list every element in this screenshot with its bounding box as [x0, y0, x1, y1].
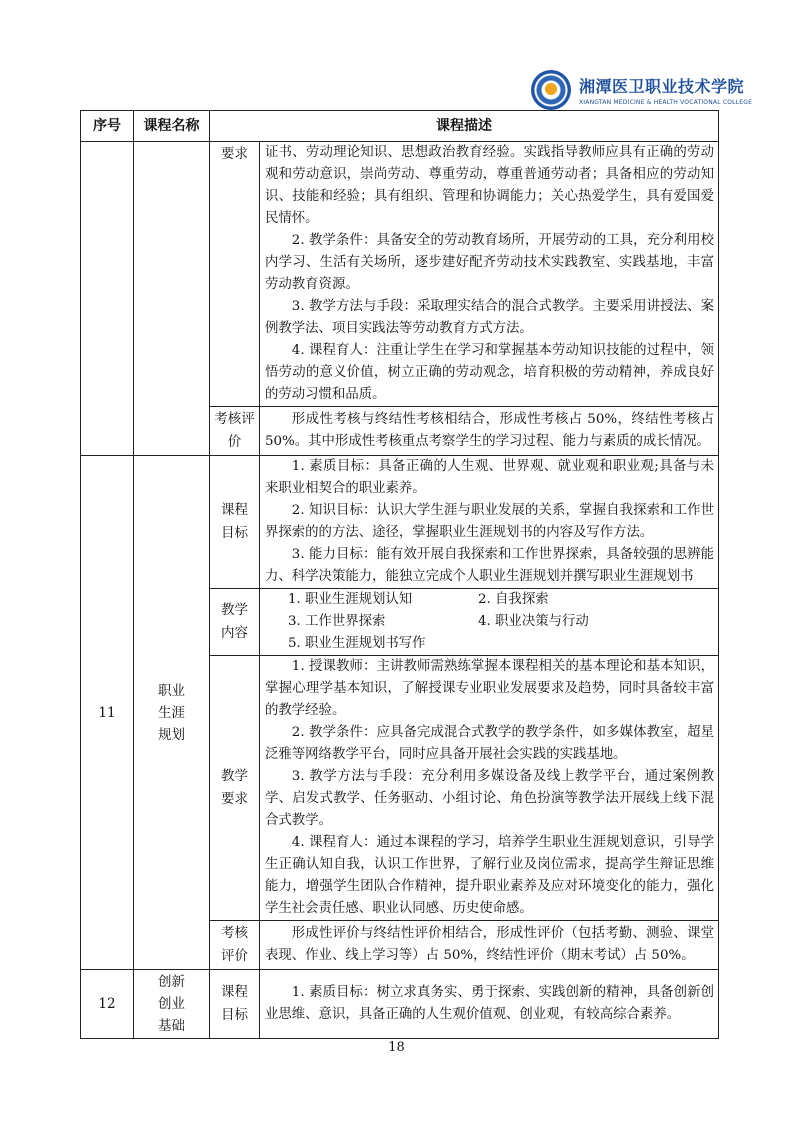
desc-paragraph: 4. 课程育人：通过本课程的学习，培养学生职业生涯规划意识，引导学生正确认知自我，认识工作世界，了解行业及岗位需求，提高学生辩证思维能力，增强学生团队合作精神，提升职业素养及应对环境变化的能力，强化学生社会责任感、职业认同感、历史使命感。	[265, 835, 714, 916]
table-row	[81, 456, 719, 589]
seq-cell: 12	[81, 970, 134, 1039]
seq-cell: 11	[81, 456, 134, 970]
desc-paragraph: 3. 能力目标：能有效开展自我探索和工作世界探索，具备较强的思辨能力、科学决策能力，能独立完成个人职业生涯规划并撰写职业生涯规划书	[265, 547, 714, 584]
desc-paragraph: 3. 教学方法与手段：充分利用多媒设备及线上教学平台，通过案例教学、启发式教学、任务驱动、小组讨论、角色扮演等教学法开展线上线下混合式教学。	[265, 769, 714, 828]
content-item: 5. 职业生涯规划书写作	[288, 636, 426, 651]
desc-paragraph: 4. 课程育人：注重让学生在学习和掌握基本劳动知识技能的过程中，领悟劳动的意义价值，树立正确的劳动观念，培育积极的劳动精神，养成良好的劳动习惯和品质。	[265, 343, 714, 402]
course-name-cell-empty	[134, 142, 210, 456]
desc-paragraph: 证书、劳动理论知识、思想政治教育经验。实践指导教师应具有正确的劳动观和劳动意识，崇尚劳动、尊重劳动，尊重普通劳动者；具备相应的劳动知识、技能和经验；具有组织、管理和协调能力；关心热爱学生，具有爱国爱民情怀。	[265, 145, 714, 226]
assessment-cell	[260, 407, 719, 456]
school-emblem-icon	[531, 70, 571, 110]
desc-paragraph: 1. 素质目标：具备正确的人生观、世界观、就业观和职业观;具备与未来职业相契合的职业素养。	[265, 459, 714, 496]
desc-paragraph: 3. 教学方法与手段：采取理实结合的混合式教学。主要采用讲授法、案例教学法、项目实践法等劳动教育方式方法。	[265, 299, 714, 336]
desc-paragraph: 2. 教学条件：应具备完成混合式教学的教学条件，如多媒体教室，超星泛雅等网络教学平台，同时应具备开展社会实践的实践基地。	[265, 725, 714, 762]
assessment-cell	[260, 921, 719, 970]
curriculum-table	[80, 110, 719, 1039]
table-row	[81, 970, 719, 1039]
header-course-name: 课程名称	[134, 111, 210, 142]
sub-label: 教学内容	[210, 589, 260, 656]
header-course-desc: 课程描述	[210, 111, 719, 142]
table-header-row	[81, 111, 719, 142]
school-logo	[531, 70, 752, 110]
desc-paragraph: 形成性考核与终结性考核相结合，形成性考核占 50%，终结性考核占 50%。其中形成性考核重点考察学生的学习过程、能力与素质的成长情况。	[265, 412, 714, 449]
course-goals-cell	[260, 970, 719, 1039]
desc-paragraph: 2. 知识目标：认识大学生涯与职业发展的关系，掌握自我探索和工作世界探索的的方法、途径，掌握职业生涯规划书的内容及写作方法。	[265, 503, 714, 540]
content-item: 3. 工作世界探索	[288, 614, 386, 629]
page-number: 18	[388, 1040, 405, 1055]
content-item: 1. 职业生涯规划认知	[288, 592, 413, 607]
desc-paragraph: 1. 素质目标：树立求真务实、勇于探索、实践创新的精神，具备创新创业思维、意识，具备正确的人生观价值观、创业观，有较高综合素养。	[265, 985, 714, 1022]
desc-paragraph: 1. 授课教师：主讲教师需熟练掌握本课程相关的基本理论和基本知识，掌握心理学基本知识，了解授课专业职业发展要求及趋势，同时具备较丰富的教学经验。	[265, 659, 714, 718]
course-name: 职业生涯规划	[158, 682, 185, 743]
content-item: 2. 自我探索	[478, 592, 549, 607]
course-goals-cell	[260, 456, 719, 589]
course-name-cell	[134, 970, 210, 1039]
desc-paragraph: 2. 教学条件：具备安全的劳动教育场所，开展劳动的工具，充分利用校内学习、生活有关场所，逐步建好配齐劳动技术实践教室、实践基地，丰富劳动教育资源。	[265, 233, 714, 292]
sub-label: 考核评价	[210, 921, 260, 970]
sub-label: 课程目标	[210, 970, 260, 1039]
sub-label: 要求	[210, 142, 260, 407]
teaching-content-cell	[260, 589, 719, 656]
teaching-requirements-cell	[260, 142, 719, 407]
sub-label: 考核评价	[210, 407, 260, 456]
course-name: 创新创业基础	[158, 974, 185, 1034]
teaching-requirements-cell	[260, 656, 719, 921]
sub-label: 教学要求	[210, 656, 260, 921]
seq-cell-empty	[81, 142, 134, 456]
school-name-en: XIANGTAN MEDICINE & HEALTH VOCATIONAL COLLEGE	[579, 99, 753, 106]
table-row	[81, 142, 719, 407]
school-name-cn: 湘潭医卫职业技术学院	[579, 77, 745, 96]
header-seq: 序号	[81, 111, 134, 142]
course-name-cell	[134, 456, 210, 970]
desc-paragraph: 形成性评价与终结性评价相结合，形成性评价（包括考勤、测验、课堂表现、作业、线上学习等）占 50%，终结性评价（期末考试）占 50%。	[265, 926, 714, 963]
content-item: 4. 职业决策与行动	[478, 614, 589, 629]
sub-label: 课程目标	[210, 456, 260, 589]
